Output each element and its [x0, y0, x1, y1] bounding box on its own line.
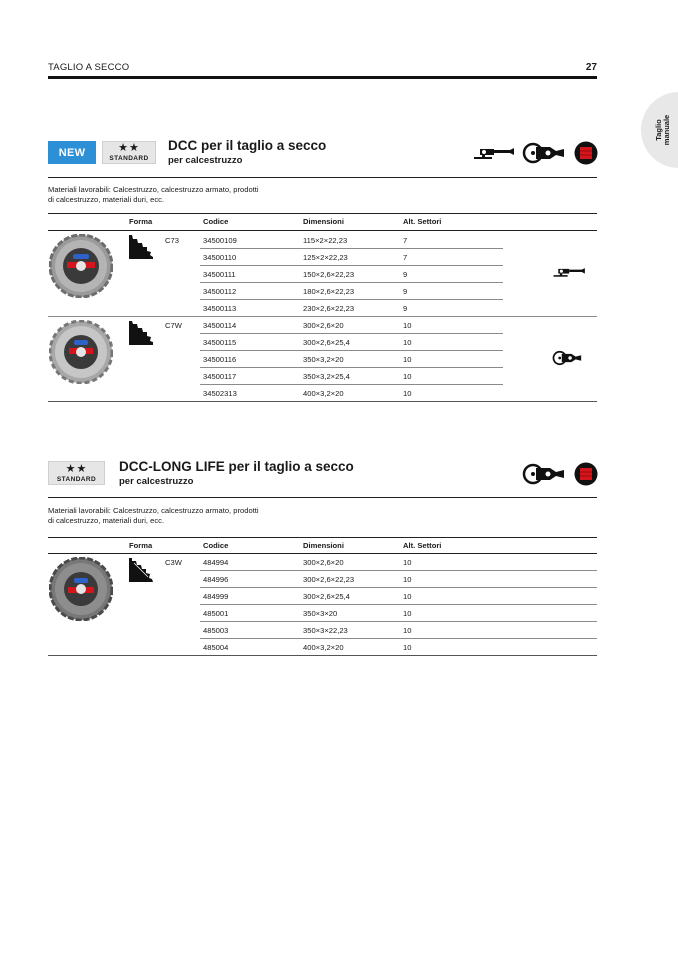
- alt-cell: 10: [403, 592, 412, 601]
- segment-shape-c7w-icon: [128, 320, 154, 346]
- alt-cell: 9: [403, 287, 408, 296]
- table-top-rule: [48, 213, 597, 214]
- row-rule: [200, 587, 597, 588]
- materials-text-2: di calcestruzzo, materiali duri, ecc.: [48, 195, 165, 204]
- dimension-cell: 150×2,6×22,23: [303, 270, 355, 279]
- power-cutter-icon: [552, 349, 584, 367]
- col-forma: Forma: [129, 217, 153, 226]
- dimension-cell: 300×2,6×20: [303, 558, 344, 567]
- dimension-cell: 350×3×20: [303, 609, 338, 618]
- materials-text-2: di calcestruzzo, materiali duri, ecc.: [48, 516, 165, 525]
- concrete-material-icon: [574, 462, 598, 486]
- dimension-cell: 125×2×22,23: [303, 253, 348, 262]
- product-subtitle: per calcestruzzo: [168, 155, 243, 166]
- row-rule: [200, 282, 503, 283]
- col-alt-settori: Alt. Settori: [403, 541, 442, 550]
- dimension-cell: 400×3,2×20: [303, 389, 344, 398]
- side-tab[interactable]: [641, 92, 678, 168]
- dimension-cell: 300×2,6×22,23: [303, 575, 355, 584]
- product-title: DCC-LONG LIFE per il taglio a secco: [119, 459, 354, 474]
- table-bottom-rule: [48, 655, 597, 656]
- section-title: TAGLIO A SECCO: [48, 62, 130, 73]
- row-rule: [200, 333, 503, 334]
- alt-cell: 10: [403, 643, 412, 652]
- side-tab-label-1: Taglio: [654, 119, 663, 141]
- code-cell: 34500115: [203, 338, 237, 347]
- alt-cell: 7: [403, 236, 408, 245]
- alt-cell: 10: [403, 575, 412, 584]
- standard-label: STANDARD: [109, 155, 149, 162]
- col-codice: Codice: [203, 217, 229, 226]
- diamond-disc-c3w-image: [49, 557, 113, 621]
- col-alt-settori: Alt. Settori: [403, 217, 442, 226]
- code-cell: 34500116: [203, 355, 237, 364]
- table-top-rule: [48, 537, 597, 538]
- row-rule: [200, 638, 597, 639]
- dimension-cell: 350×3,2×20: [303, 355, 344, 364]
- section-rule: [48, 497, 597, 498]
- product-title: DCC per il taglio a secco: [168, 138, 327, 153]
- angle-grinder-icon: [472, 143, 518, 163]
- code-cell: 484996: [203, 575, 229, 584]
- table-header-rule: [48, 230, 597, 231]
- code-cell: 34500113: [203, 304, 237, 313]
- group-rule: [48, 316, 597, 317]
- alt-cell: 10: [403, 355, 412, 364]
- code-cell: 34500110: [203, 253, 237, 262]
- row-rule: [200, 604, 597, 605]
- page-number: 27: [585, 62, 597, 73]
- dimension-cell: 230×2,6×22,23: [303, 304, 355, 313]
- col-dimensioni: Dimensioni: [303, 541, 344, 550]
- materials-text-1: Materiali lavorabili: Calcestruzzo, calcestruzzo armato, prodotti: [48, 506, 259, 515]
- row-rule: [200, 367, 503, 368]
- dimension-cell: 300×2,6×25,4: [303, 338, 350, 347]
- alt-cell: 7: [403, 253, 408, 262]
- stars-icon: ★★: [118, 142, 140, 154]
- new-badge: NEW: [48, 141, 96, 164]
- code-cell: 34502313: [203, 389, 237, 398]
- dimension-cell: 115×2×22,23: [303, 236, 348, 245]
- alt-cell: 9: [403, 304, 408, 313]
- alt-cell: 10: [403, 558, 412, 567]
- code-cell: 34500109: [203, 236, 237, 245]
- side-tab-label-2: manuale: [662, 114, 671, 146]
- shape-code: C73: [165, 236, 179, 245]
- shape-code: C3W: [165, 558, 182, 567]
- product-subtitle: per calcestruzzo: [119, 476, 194, 487]
- dimension-cell: 300×2,6×20: [303, 321, 344, 330]
- code-cell: 34500117: [203, 372, 237, 381]
- dimension-cell: 300×2,6×25,4: [303, 592, 350, 601]
- code-cell: 485003: [203, 626, 229, 635]
- alt-cell: 10: [403, 321, 412, 330]
- page-header: [48, 62, 597, 80]
- code-cell: 34500114: [203, 321, 237, 330]
- alt-cell: 9: [403, 270, 408, 279]
- col-dimensioni: Dimensioni: [303, 217, 344, 226]
- segment-shape-c73-icon: [128, 234, 154, 260]
- segment-shape-c3w-icon: [128, 557, 154, 583]
- dimension-cell: 350×3,2×25,4: [303, 372, 350, 381]
- row-rule: [200, 621, 597, 622]
- col-forma: Forma: [129, 541, 153, 550]
- code-cell: 484999: [203, 592, 229, 601]
- power-cutter-icon: [522, 140, 568, 166]
- diamond-disc-c73-image: [49, 234, 113, 298]
- row-rule: [200, 350, 503, 351]
- code-cell: 34500112: [203, 287, 237, 296]
- alt-cell: 10: [403, 372, 412, 381]
- standard-label: STANDARD: [56, 475, 97, 483]
- code-cell: 485001: [203, 609, 229, 618]
- code-cell: 34500111: [203, 270, 236, 279]
- dimension-cell: 350×3×22,23: [303, 626, 348, 635]
- col-codice: Codice: [203, 541, 229, 550]
- row-rule: [200, 248, 503, 249]
- alt-cell: 10: [403, 338, 412, 347]
- code-cell: 485004: [203, 643, 229, 652]
- code-cell: 484994: [203, 558, 229, 567]
- dimension-cell: 180×2,6×22,23: [303, 287, 355, 296]
- table-header-rule: [48, 553, 597, 554]
- alt-cell: 10: [403, 609, 412, 618]
- row-rule: [200, 384, 503, 385]
- header-rule: [48, 76, 597, 79]
- materials-text-1: Materiali lavorabili: Calcestruzzo, calcestruzzo armato, prodotti: [48, 185, 259, 194]
- stars-icon: ★★: [65, 462, 88, 475]
- alt-cell: 10: [403, 626, 412, 635]
- shape-code: C7W: [165, 321, 182, 330]
- row-rule: [200, 570, 597, 571]
- row-rule: [200, 265, 503, 266]
- alt-cell: 10: [403, 389, 412, 398]
- row-rule: [200, 299, 503, 300]
- angle-grinder-icon: [552, 264, 588, 280]
- concrete-material-icon: [574, 141, 598, 165]
- dimension-cell: 400×3,2×20: [303, 643, 344, 652]
- section-rule: [48, 177, 597, 178]
- power-cutter-icon: [522, 461, 568, 487]
- table-bottom-rule: [48, 401, 597, 402]
- standard-badge: [102, 141, 156, 164]
- diamond-disc-c7w-image: [49, 320, 113, 384]
- standard-badge: [48, 461, 105, 485]
